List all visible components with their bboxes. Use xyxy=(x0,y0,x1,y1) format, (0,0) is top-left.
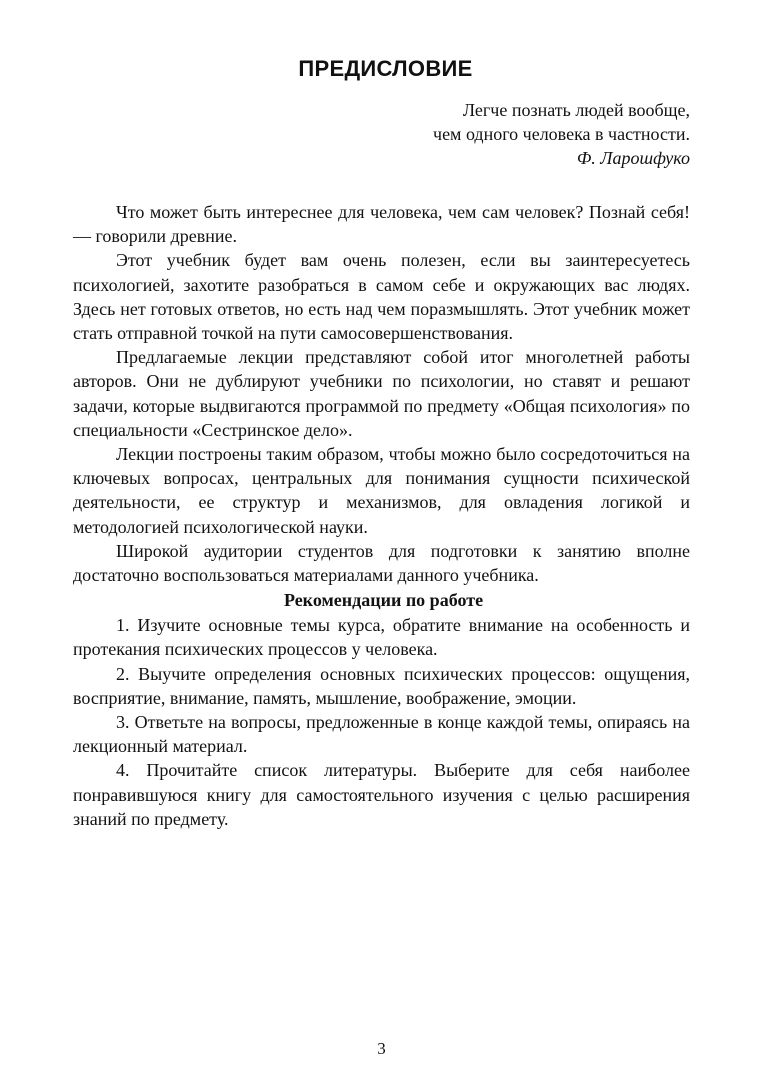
recommendation-item: 4. Прочитайте список литературы. Выберите для себя наиболее понравившуюся книгу для самостоятельного изучения с целью расширения знаний по предмету. xyxy=(73,760,690,829)
page-number: 3 xyxy=(377,1039,386,1058)
recommendation-item: 3. Ответьте на вопросы, предложенные в конце каждой темы, опираясь на лекционный материал. xyxy=(73,712,690,757)
recommendations-heading: Рекомендации по работе xyxy=(283,590,484,611)
recommendation-item: 1. Изучите основные темы курса, обратите внимание на особенность и протекания психических процессов у человека. xyxy=(73,615,690,660)
paragraph: Что может быть интереснее для человека, чем сам человек? Познай себя! — говорили древние. xyxy=(73,202,690,247)
epigraph-author: Ф. Ларошфуко xyxy=(576,148,690,168)
epigraph xyxy=(73,98,690,170)
paragraph: Предлагаемые лекции представляют собой итог многолетней работы авторов. Они не дублируют учебники по психологии, но ставят и решают задачи, которые выдвигаются программой по предмету «Общая психология» по специальности «Сестринское дело». xyxy=(73,347,690,440)
recommendation-item: 2. Выучите определения основных психических процессов: ощущения, восприятие, внимание, память, мышление, воображение, эмоции. xyxy=(73,663,690,708)
preface-body xyxy=(73,200,690,831)
paragraph: Широкой аудитории студентов для подготовки к занятию вполне достаточно воспользоваться материалами данного учебника. xyxy=(73,540,690,586)
page-title: ПРЕДИСЛОВИЕ xyxy=(298,56,473,81)
paragraph: Лекции построены таким образом, чтобы можно было сосредоточиться на ключевых вопросах, центральных для понимания сущности психической деятельности, ее структур и механизмов, для овладения логикой и методологией психологической науки. xyxy=(73,444,690,537)
page-content xyxy=(73,52,690,831)
epigraph-line: Легче познать людей вообще, xyxy=(462,100,690,120)
epigraph-line: чем одного человека в частности. xyxy=(433,124,690,144)
paragraph: Этот учебник будет вам очень полезен, если вы заинтересуетесь психологией, захотите разобраться в самом себе и окружающих вас людях. Здесь нет готовых ответов, но есть над чем поразмышлять. Этот учебник может стать отправной точкой на пути самосовершенствования. xyxy=(73,250,690,344)
